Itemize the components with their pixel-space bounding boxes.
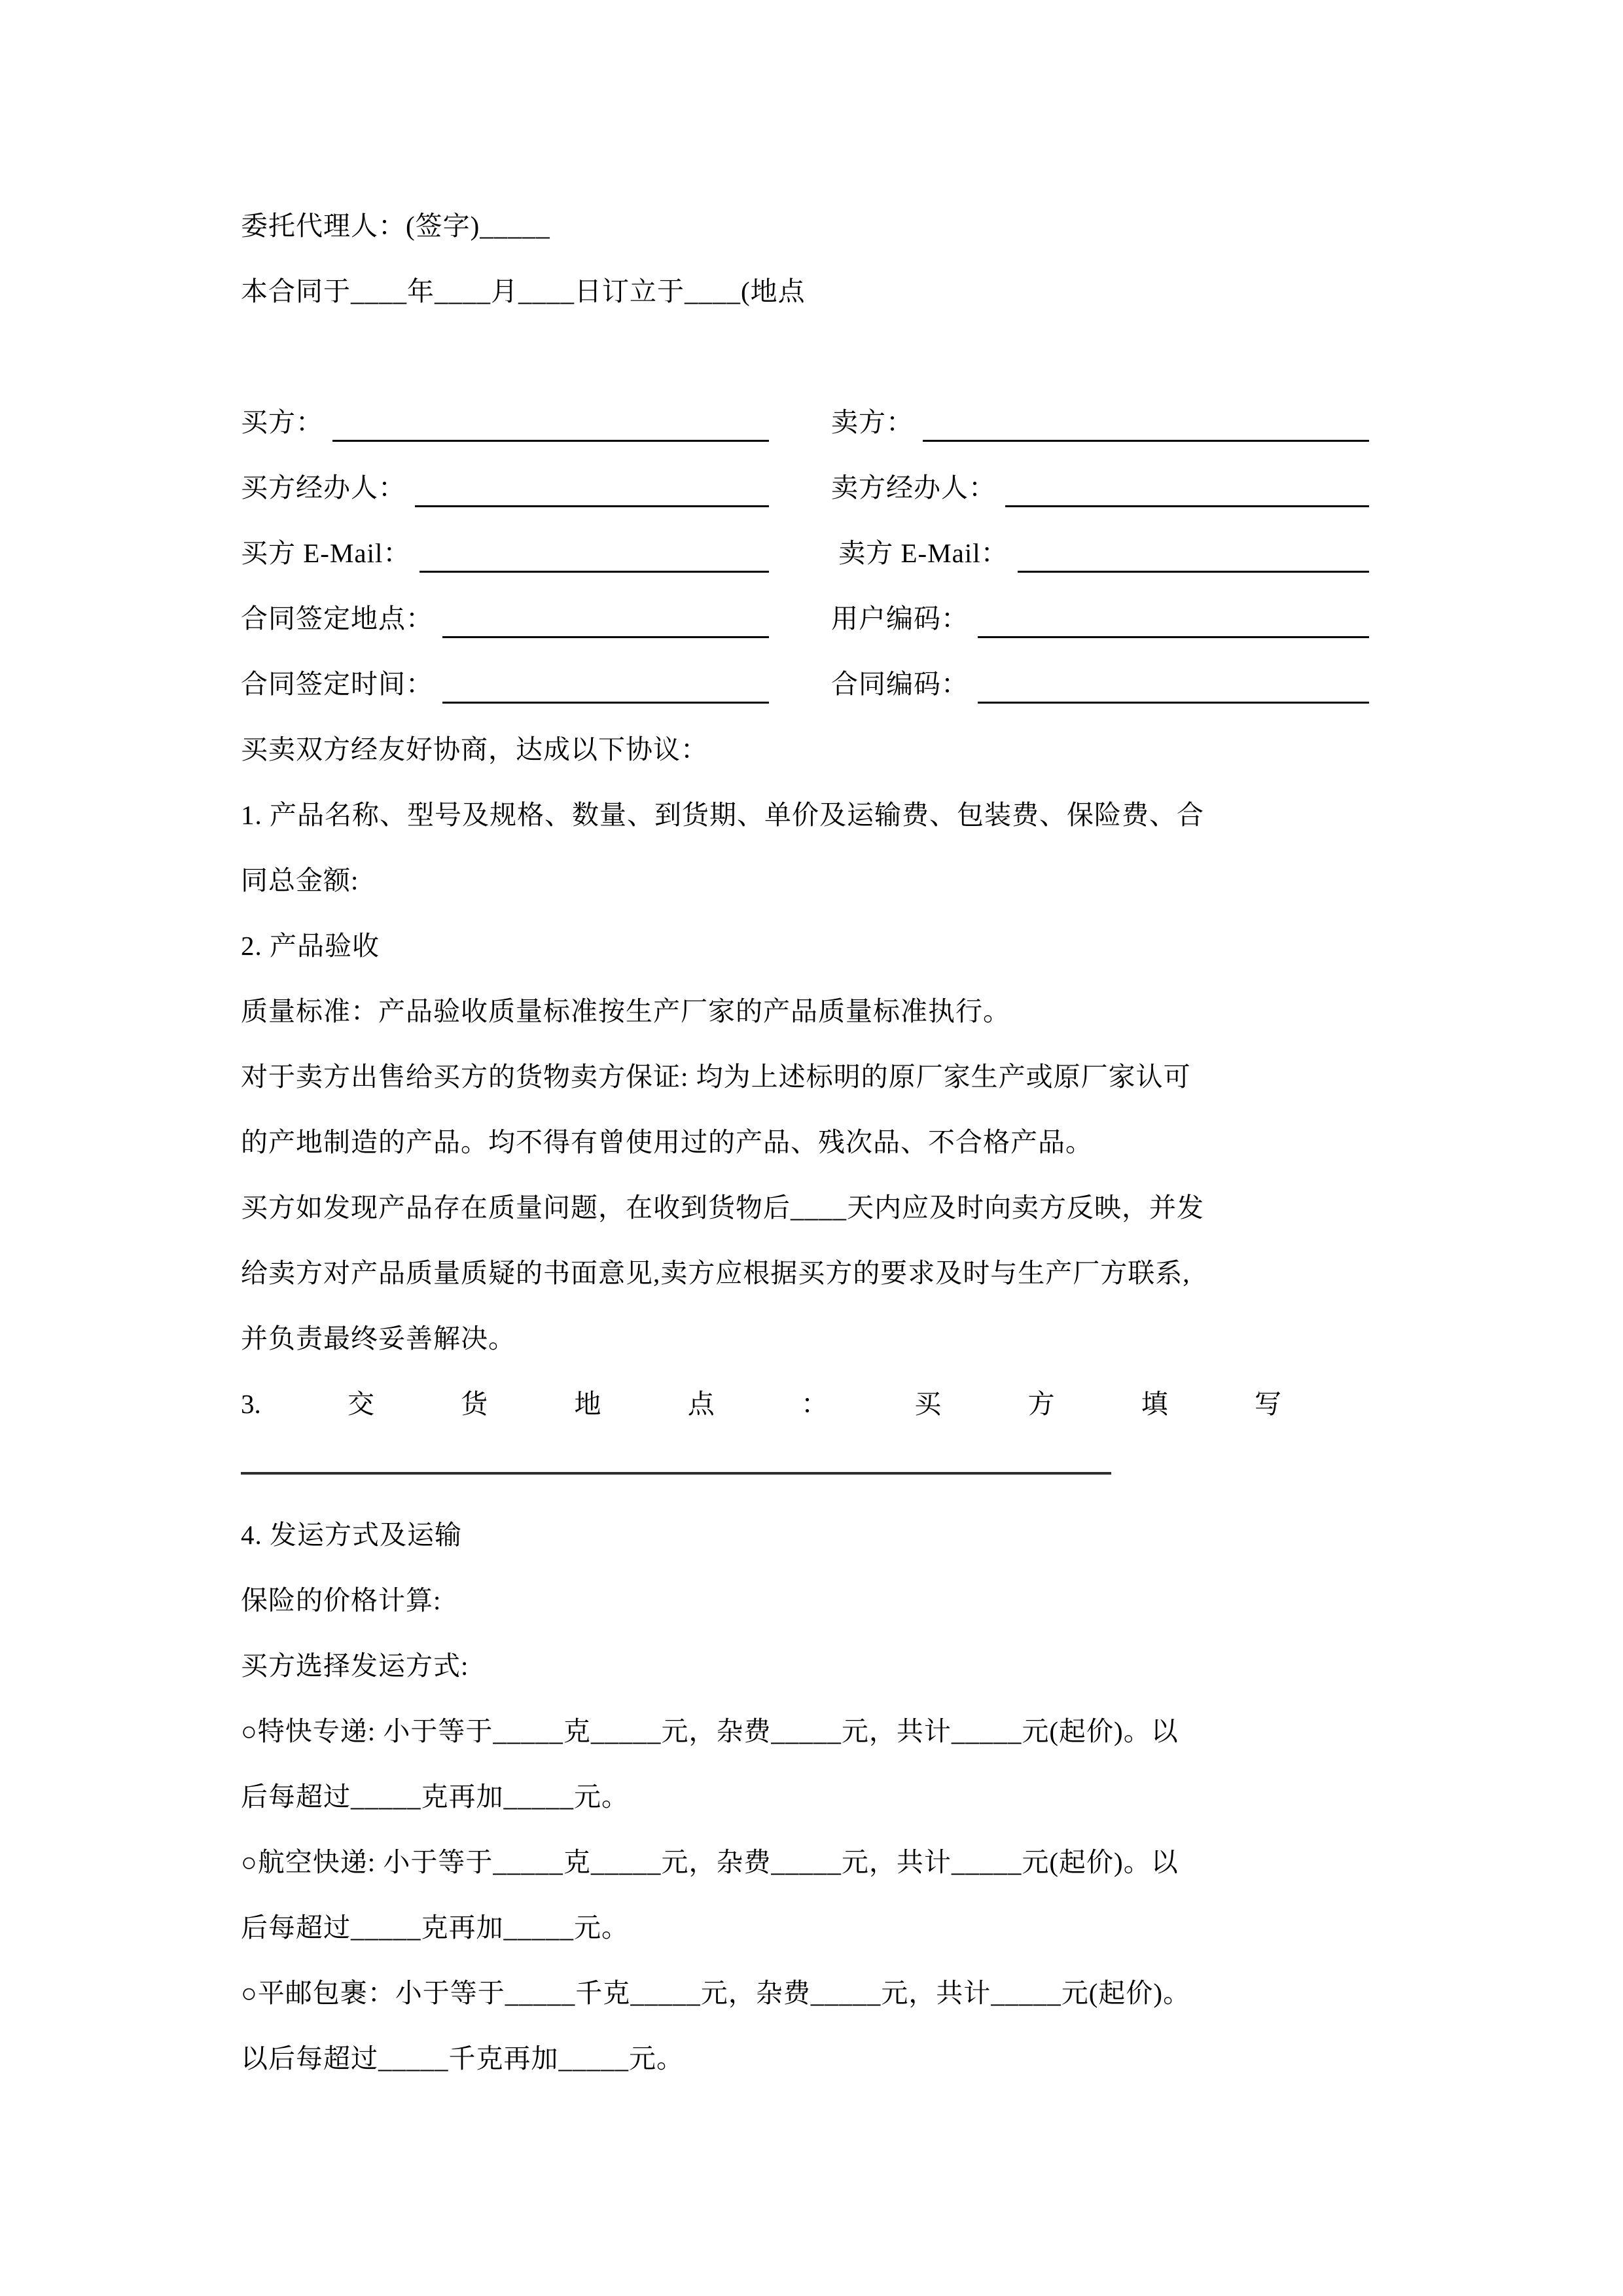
- clause4-title: 4. 发运方式及运输: [241, 1520, 462, 1550]
- signing-time-label: 合同签定时间：: [241, 669, 433, 699]
- shipping-option-express-line-1: ○特快专递: 小于等于_____克_____元，杂费_____元，共计_____元(起价)。以: [241, 1716, 1179, 1746]
- buyer-agent-label: 买方经办人：: [241, 473, 406, 503]
- clause3-token: 地: [574, 1389, 601, 1419]
- shipping-method-choose-line: 买方选择发运方式:: [241, 1651, 469, 1681]
- contract-code-label: 合同编码：: [831, 669, 969, 699]
- clause3-delivery-place-line: [241, 1371, 1281, 1437]
- insurance-price-line: 保险的价格计算:: [241, 1585, 442, 1615]
- clause3-token: 写: [1255, 1389, 1281, 1419]
- shipping-option-air-line-1: ○航空快递: 小于等于_____克_____元，杂费_____元，共计_____元(起价)。以: [241, 1847, 1179, 1877]
- clause3-token: 交: [348, 1389, 374, 1419]
- form-row-emails: [241, 520, 1414, 586]
- clause2-warranty-line-2: 的产地制造的产品。均不得有曾使用过的产品、残次品、不合格产品。: [241, 1127, 1093, 1157]
- clause2-quality-standard-line: 质量标准：产品验收质量标准按生产厂家的产品质量标准执行。: [241, 996, 1010, 1026]
- clause3-token: 方: [1027, 1389, 1055, 1419]
- shipping-option-air-line-2: 后每超过_____克再加_____元。: [241, 1912, 629, 1943]
- buyer-email-fill-line: [419, 571, 769, 573]
- delivery-place-fill-line-row: [241, 1437, 1414, 1502]
- clause3-token: 填: [1141, 1389, 1168, 1419]
- clause3-token: 买: [914, 1389, 942, 1419]
- clause3-token: 3.: [241, 1389, 261, 1419]
- shipping-option-surface-line-1: ○平邮包裹：小于等于_____千克_____元，杂费_____元，共计_____元(起价)。: [241, 1978, 1191, 2008]
- agreement-intro-line: 买卖双方经友好协商，达成以下协议：: [241, 734, 708, 764]
- clause1-line-1: 1. 产品名称、型号及规格、数量、到货期、单价及运输费、包装费、保险费、合: [241, 800, 1204, 830]
- form-row-parties: [241, 389, 1414, 455]
- user-code-fill-line: [978, 636, 1369, 638]
- contract-code-fill-line: [978, 702, 1369, 704]
- signing-place-label: 合同签定地点：: [241, 603, 433, 634]
- seller-email-fill-line: [1018, 571, 1369, 573]
- shipping-option-surface-line-2: 以后每超过_____千克再加_____元。: [241, 2043, 684, 2073]
- buyer-agent-fill-line: [415, 505, 769, 507]
- clause3-token: 点: [687, 1389, 715, 1419]
- clause1-line-2: 同总金额:: [241, 865, 359, 895]
- shipping-option-express-line-2: 后每超过_____克再加_____元。: [241, 1782, 629, 1812]
- clause2-warranty-line-1: 对于卖方出售给买方的货物卖方保证: 均为上述标明的原厂家生产或原厂家认可: [241, 1062, 1191, 1092]
- contract-date-place-line: 本合同于____年____月____日订立于____(地点: [241, 276, 806, 306]
- seller-label: 卖方：: [831, 407, 914, 437]
- buyer-email-label: 买方 E-Mail：: [241, 538, 411, 568]
- buyer-label: 买方：: [241, 407, 323, 437]
- seller-agent-fill-line: [1005, 505, 1369, 507]
- clause3-token: 货: [461, 1389, 488, 1419]
- blank-gap: [241, 324, 1414, 389]
- clause2-complaint-line-3: 并负责最终妥善解决。: [241, 1323, 516, 1354]
- signing-place-fill-line: [442, 636, 769, 638]
- form-row-agents: [241, 455, 1414, 520]
- form-row-time-contractcode: [241, 651, 1414, 717]
- agent-signature-line: 委托代理人：(签字)_____: [241, 211, 550, 241]
- contract-body: [241, 193, 1414, 2091]
- clause3-token: ：: [801, 1389, 828, 1419]
- clause2-title: 2. 产品验收: [241, 931, 380, 961]
- form-row-place-usercode: [241, 586, 1414, 651]
- clause2-complaint-line-2: 给卖方对产品质量质疑的书面意见,卖方应根据买方的要求及时与生产厂方联系,: [241, 1258, 1190, 1288]
- buyer-fill-line: [332, 440, 769, 442]
- clause2-complaint-line-1: 买方如发现产品存在质量问题，在收到货物后____天内应及时向卖方反映，并发: [241, 1193, 1204, 1223]
- seller-fill-line: [923, 440, 1369, 442]
- user-code-label: 用户编码：: [831, 603, 969, 634]
- seller-agent-label: 卖方经办人：: [831, 473, 996, 503]
- delivery-place-fill-line: [241, 1472, 1111, 1475]
- seller-email-label: 卖方 E-Mail：: [831, 538, 1008, 568]
- signing-time-fill-line: [442, 702, 769, 704]
